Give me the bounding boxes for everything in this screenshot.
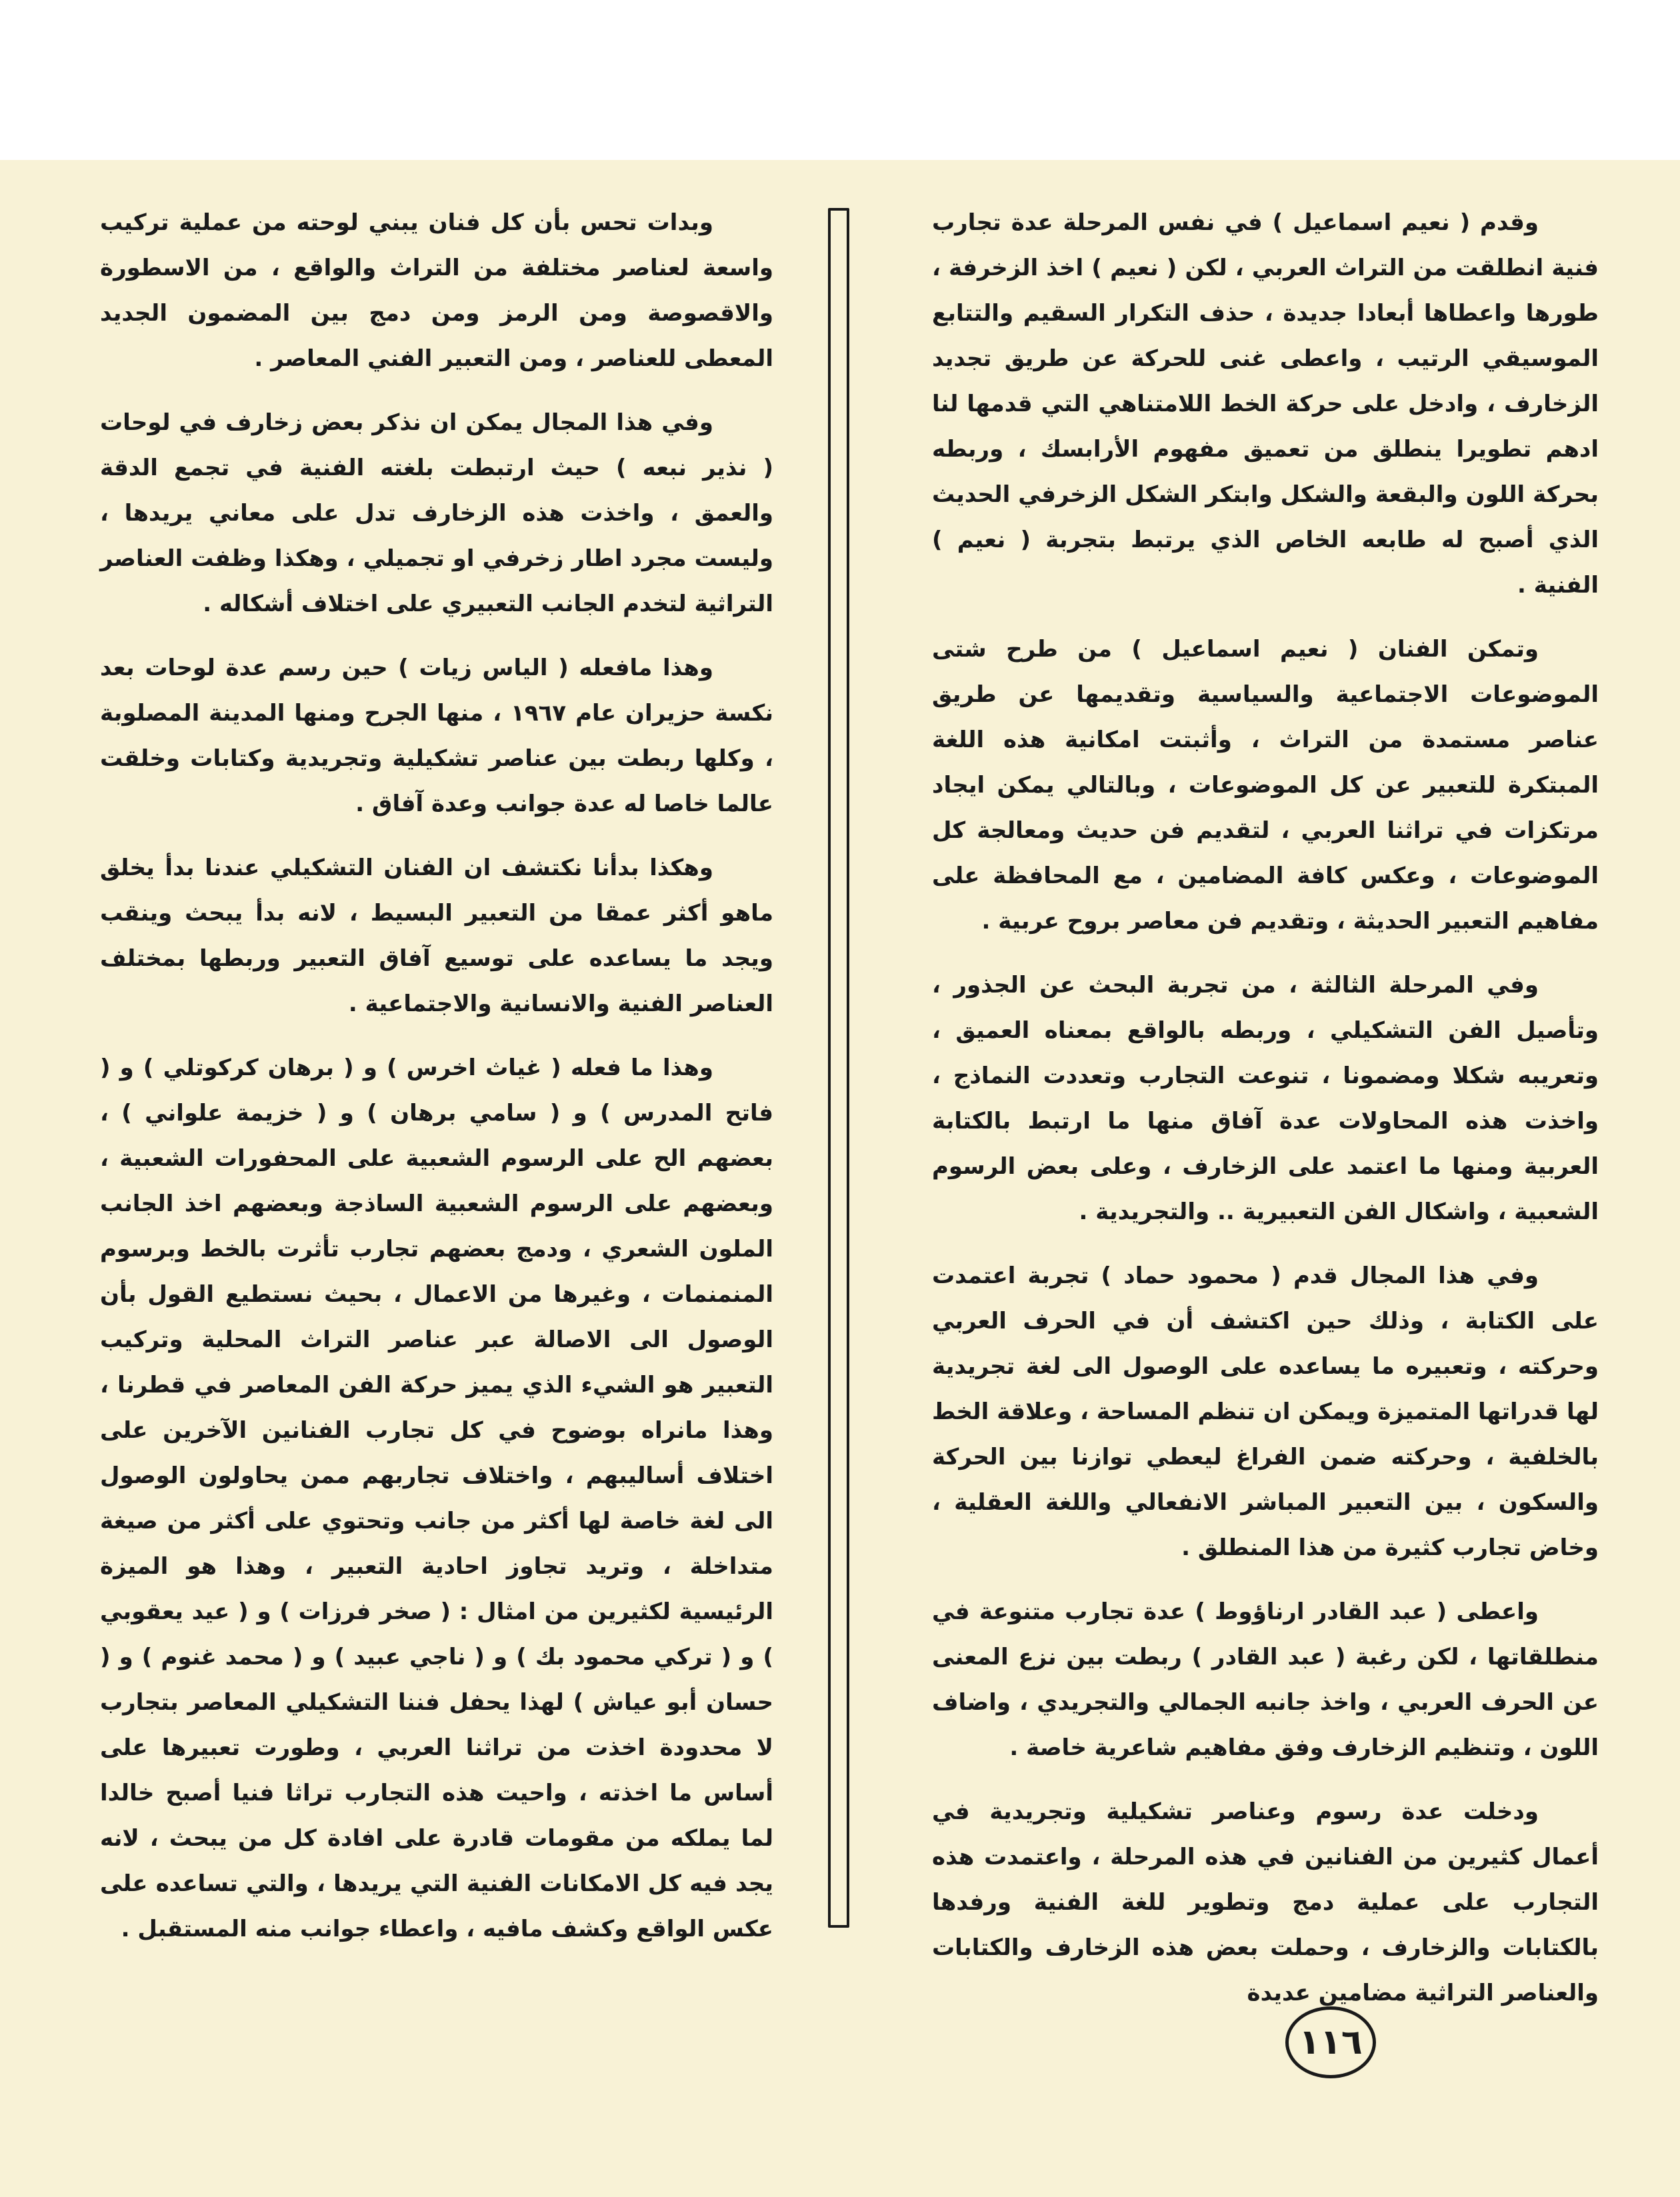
- right-text-column: [932, 200, 1599, 2034]
- paragraph: وفي هذا المجال قدم ( محمود حماد ) تجربة اعتمدت على الكتابة ، وذلك حين اكتشف أن في الحرف العربي وحركته ، وتعبيره ما يساعده على الوصول الى لغة تجريدية لها قدراتها المتميزة ويمكن ان تنظم المساحة ، وعلاقة الخط بالخلفية ، وحركته ضمن الفراغ ليعطي توازنا بين الحركة والسكون ، بين التعبير المباشر الانفعالي واللغة العقلية ، وخاض تجارب كثيرة من هذا المنطلق .: [932, 1262, 1599, 1561]
- page-number: ١١٦: [1285, 2006, 1376, 2078]
- paragraph: وتمكن الفنان ( نعيم اسماعيل ) من طرح شتى الموضوعات الاجتماعية والسياسية وتقديمها عن طريق عناصر مستمدة من التراث ، وأثبتت امكانية هذه اللغة المبتكرة للتعبير عن كل الموضوعات ، وبالتالي يمكن ايجاد مرتكزات في تراثنا العربي ، لتقديم فن حديث ومعالجة كل الموضوعات ، وعكس كافة المضامين ، مع المحافظة على مفاهيم التعبير الحديثة ، وتقديم فن معاصر بروح عربية .: [932, 636, 1599, 935]
- paragraph: وهذا مافعله ( الياس زيات ) حين رسم عدة لوحات بعد نكسة حزيران عام ١٩٦٧ ، منها الجرح ومنها المدينة المصلوبة ، وكلها ربطت بين عناصر تشكيلية وتجريدية وكتابات وخلقت عالما خاصا له عدة جوانب وعدة آفاق .: [100, 655, 773, 817]
- paragraph: وهذا ما فعله ( غياث اخرس ) و ( برهان كركوتلي ) و ( فاتح المدرس ) و ( سامي برهان ) و ( خزيمة علواني ) ، بعضهم الح على الرسوم الشعبية على المحفورات الشعبية ، وبعضهم على الرسوم الشعبية الساذجة وبعضهم اخذ الجانب الملون الشعري ، ودمج بعضهم تجارب تأثرت بالخط وبرسوم المنمنمات ، وغيرها من الاعمال ، بحيث نستطيع القول بأن الوصول الى الاصالة عبر عناصر التراث المحلية وتركيب التعبير هو الشيء الذي يميز حركة الفن المعاصر في قطرنا ، وهذا مانراه بوضوح في كل تجارب الفنانين الآخرين على اختلاف أساليبهم ، واختلاف تجاربهم ممن يحاولون الوصول الى لغة خاصة لها أكثر من جانب وتحتوي على أكثر من صيغة متداخلة ، وتريد تجاوز احادية التعبير ، وهذا هو الميزة الرئيسية لكثيرين من امثال : ( صخر فرزات ) و ( عيد يعقوبي ) و ( تركي محمود بك ) و ( ناجي عبيد ) و ( محمد غنوم ) و ( حسان أبو عياش ) لهذا يحفل فننا التشكيلي المعاصر بتجارب لا محدودة اخذت من تراثنا العربي ، وطورت تعبيرها على أساس ما اخذته ، واحيت هذه التجارب تراثا فنيا أصبح خالدا لما يملكه من مقومات قادرة على افادة كل من يبحث ، لانه يجد فيه كل الامكانات الفنية التي يريدها ، والتي تساعده على عكس الواقع وكشف مافيه ، واعطاء جوانب منه المستقبل .: [100, 1055, 773, 1942]
- paragraph: ودخلت عدة رسوم وعناصر تشكيلية وتجريدية في أعمال كثيرين من الفنانين في هذه المرحلة ، واعتمدت هذه التجارب على عملية دمج وتطوير للغة الفنية ورفدها بالكتابات والزخارف ، وحملت بعض هذه الزخارف والكتابات والعناصر التراثية مضامين عديدة: [932, 1798, 1599, 2006]
- paragraph: وهكذا بدأنا نكتشف ان الفنان التشكيلي عندنا بدأ يخلق ماهو أكثر عمقا من التعبير البسيط ، لانه بدأ يبحث وينقب ويجد ما يساعده على توسيع آفاق التعبير وربطها بمختلف العناصر الفنية والانسانية والاجتماعية .: [100, 855, 773, 1017]
- paragraph: وقدم ( نعيم اسماعيل ) في نفس المرحلة عدة تجارب فنية انطلقت من التراث العربي ، لكن ( نعيم ) اخذ الزخرفة ، طورها واعطاها أبعادا جديدة ، حذف التكرار السقيم والتتابع الموسيقي الرتيب ، واعطى غنى للحركة عن طريق تجديد الزخارف ، وادخل على حركة الخط اللامتناهي التي قدمها لنا ادهم تطويرا ينطلق من تعميق مفهوم الأرابسك ، وربطه بحركة اللون والبقعة والشكل وابتكر الشكل الزخرفي الحديث الذي أصبح له طابعه الخاص الذي يرتبط بتجربة ( نعيم ) الفنية .: [932, 209, 1599, 599]
- left-text-column: [100, 200, 773, 1970]
- paragraph: وفي هذا المجال يمكن ان نذكر بعض زخارف في لوحات ( نذير نبعه ) حيث ارتبطت بلغته الفنية في تجمع الدقة والعمق ، واخذت هذه الزخارف تدل على معاني يريدها ، وليست مجرد اطار زخرفي او تجميلي ، وهكذا وظفت العناصر التراثية لتخدم الجانب التعبيري على اختلاف أشكاله .: [100, 409, 773, 617]
- paragraph: وبدات تحس بأن كل فنان يبني لوحته من عملية تركيب واسعة لعناصر مختلفة من التراث والواقع ، من الاسطورة والاقصوصة ومن الرمز ومن دمج بين المضمون الجديد المعطى للعناصر ، ومن التعبير الفني المعاصر .: [100, 209, 773, 372]
- column-divider: [828, 208, 849, 1928]
- magazine-page: [0, 160, 1680, 2197]
- paragraph: وفي المرحلة الثالثة ، من تجربة البحث عن الجذور ، وتأصيل الفن التشكيلي ، وربطه بالواقع بمعناه العميق ، وتعريبه شكلا ومضمونا ، تنوعت التجارب وتعددت النماذج ، واخذت هذه المحاولات عدة آفاق منها ما ارتبط بالكتابة العربية ومنها ما اعتمد على الزخارف ، وعلى بعض الرسوم الشعبية ، واشكال الفن التعبيرية .. والتجريدية .: [932, 972, 1599, 1225]
- paragraph: واعطى ( عبد القادر ارناؤوط ) عدة تجارب متنوعة في منطلقاتها ، لكن رغبة ( عبد القادر ) ربطت بين نزع المعنى عن الحرف العربي ، واخذ جانبه الجمالي والتجريدي ، واضاف اللون ، وتنظيم الزخارف وفق مفاهيم شاعرية خاصة .: [932, 1598, 1599, 1761]
